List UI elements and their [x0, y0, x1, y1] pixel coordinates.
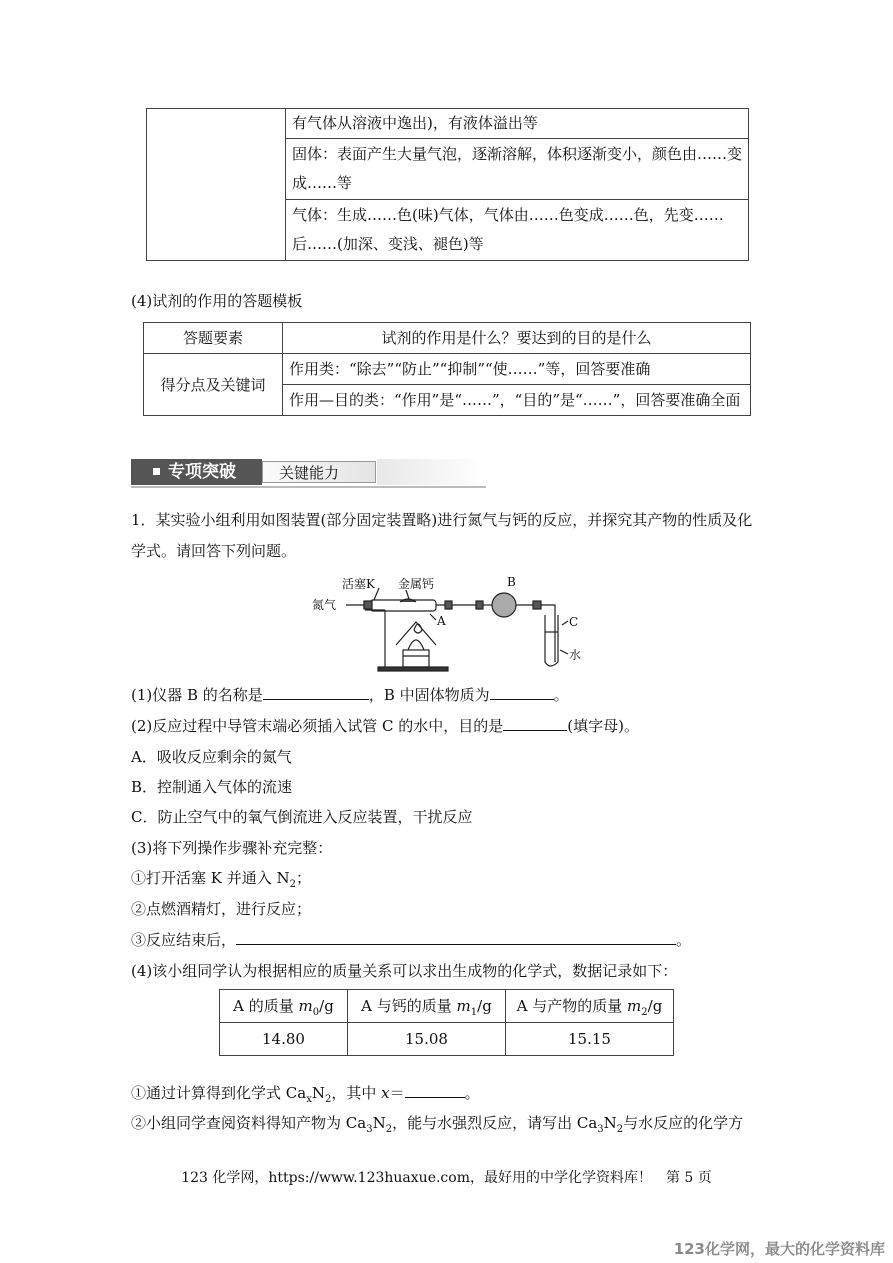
step-2: ②点燃酒精灯，进行反应； [131, 900, 312, 918]
label-b: B [507, 575, 516, 589]
label-water: 水 [569, 648, 582, 662]
page-footer: 123 化学网，https://www.123huaxue.com，最好用的中学化学资料库！ 第 5 页 [181, 1170, 712, 1186]
question-1: (1)仪器 B 的名称是 ，B 中固体物质为 。 [131, 686, 569, 704]
banner-main [131, 459, 262, 485]
header-cell: A 与钙的质量 $m_1/g$ [348, 990, 506, 1023]
label-calcium: 金属钙 [398, 577, 435, 591]
answer-blank[interactable] [263, 685, 369, 700]
table-row: 有气体从溶液中逸出)，有液体溢出等 [286, 109, 749, 139]
question-3: (3)将下列操作步骤补充完整： [131, 839, 333, 857]
alcohol-lamp [403, 650, 429, 667]
section-banner [131, 459, 486, 487]
apparatus-figure [300, 570, 600, 675]
header-cell: 试剂的作用是什么？要达到的目的是什么 [283, 323, 751, 354]
label-a: A [437, 614, 446, 628]
step-1: ①打开活塞 K 并通入 $N_2$； [131, 869, 312, 890]
square-icon [153, 468, 160, 475]
question-intro: 1．某实验小组利用如图装置(部分固定装置略)进行氮气与钙的反应，并探究其产物的性质及化学式。请回答下列问题。 [131, 511, 753, 560]
label-cell: 得分点及关键词 [144, 354, 283, 416]
table-row: 固体：表面产生大量气泡，逐渐溶解，体积逐渐变小，颜色由……变成……等 [286, 139, 749, 200]
test-tube-c [545, 615, 558, 666]
banner-underline [131, 486, 486, 488]
question-4-2: ②小组同学查阅资料得知产物为 $Ca_3N_2$，能与水强烈反应，请写出 $Ca_3N_2$与水反应的化学方 [131, 1114, 744, 1135]
option-b: B．控制通入气体的流速 [131, 778, 293, 796]
answer-blank[interactable] [405, 1083, 465, 1098]
option-c: C．防止空气中的氧气倒流进入反应装置，干扰反应 [131, 808, 473, 826]
label-valve-k: 活塞K [342, 577, 375, 591]
drying-tube-b [492, 593, 516, 617]
mass-table [219, 989, 674, 1056]
label-c: C [569, 615, 579, 629]
section4-title: (4)试剂的作用的答题模板 [131, 292, 303, 310]
banner-sub: 关键能力 [262, 461, 376, 483]
label-nitrogen: 氮气 [312, 598, 337, 612]
table-row: 气体：生成……色(味)气体，气体由……色变成……色，先变……后……(加深、变浅、褪色)等 [286, 200, 749, 261]
table-left-cell [147, 109, 286, 261]
value-cell: 15.08 [348, 1023, 506, 1056]
table-row: 作用—目的类：“作用”是“……”，“目的”是“……”，回答要准确全面 [283, 385, 751, 416]
question-4-1: ①通过计算得到化学式 $Ca_xN_2$，其中 x＝ 。 [131, 1084, 480, 1105]
continued-table [146, 108, 749, 261]
answer-blank[interactable] [236, 930, 676, 945]
banner-main-text: 专项突破 [168, 462, 236, 482]
option-a: A．吸收反应剩余的氮气 [131, 748, 292, 766]
table-row: 作用类：“除去”“防止”“抑制”“使……”等，回答要准确 [283, 354, 751, 385]
value-cell: 15.15 [506, 1023, 674, 1056]
header-cell: 答题要素 [144, 323, 283, 354]
watermark: 123化学网，最大的化学资料库 [673, 1240, 885, 1258]
answer-blank[interactable] [503, 716, 567, 731]
value-cell: 14.80 [220, 1023, 348, 1056]
step-3: ③反应结束后， 。 [131, 931, 692, 949]
flame [414, 624, 422, 633]
question-2: (2)反应过程中导管末端必须插入试管 C 的水中，目的是 (填字母)。 [131, 717, 639, 735]
banner-fade [377, 459, 486, 485]
template-table [143, 322, 751, 416]
answer-blank[interactable] [490, 685, 554, 700]
question-4: (4)该小组同学认为根据相应的质量关系可以求出生成物的化学式，数据记录如下： [131, 962, 678, 980]
header-cell: A 的质量 $m_0/g$ [220, 990, 348, 1023]
header-cell: A 与产物的质量 $m_2/g$ [506, 990, 674, 1023]
